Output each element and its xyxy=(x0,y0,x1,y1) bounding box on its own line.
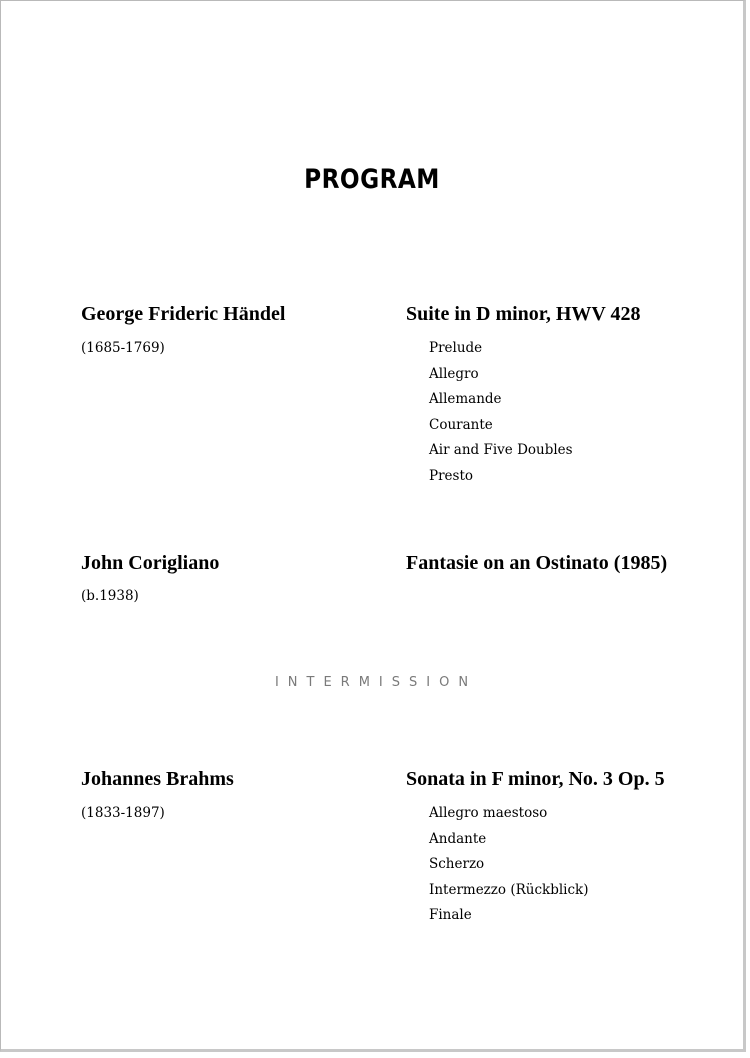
movement-list xyxy=(429,340,573,494)
composer-dates: (1833-1897) xyxy=(81,805,165,821)
page-title: PROGRAM xyxy=(304,164,440,195)
movement-item: Intermezzo (Rückblick) xyxy=(429,881,589,898)
work-title: Suite in D minor, HWV 428 xyxy=(406,303,641,325)
movement-item: Prelude xyxy=(429,340,483,356)
work-title: Fantasie on an Ostinato (1985) xyxy=(406,552,668,574)
movement-item: Scherzo xyxy=(429,856,485,873)
movement-item: Courante xyxy=(429,416,493,433)
composer-name: Johannes Brahms xyxy=(81,768,234,790)
intermission-label: INTERMISSION xyxy=(274,675,478,690)
movement-list xyxy=(429,805,588,933)
movement-item: Presto xyxy=(429,467,474,484)
work-title: Sonata in F minor, No. 3 Op. 5 xyxy=(406,768,665,790)
movement-item: Allegro maestoso xyxy=(429,805,548,821)
movement-item: Air and Five Doubles xyxy=(429,442,573,459)
movement-item: Allemande xyxy=(429,391,502,408)
composer-dates: (1685-1769) xyxy=(81,340,165,356)
composer-dates: (b.1938) xyxy=(81,588,139,604)
composer-name: George Frideric Händel xyxy=(81,303,286,325)
movement-item: Allegro xyxy=(429,365,479,382)
movement-item: Finale xyxy=(429,907,472,924)
movement-item: Andante xyxy=(429,830,487,847)
composer-name: John Corigliano xyxy=(81,552,220,574)
